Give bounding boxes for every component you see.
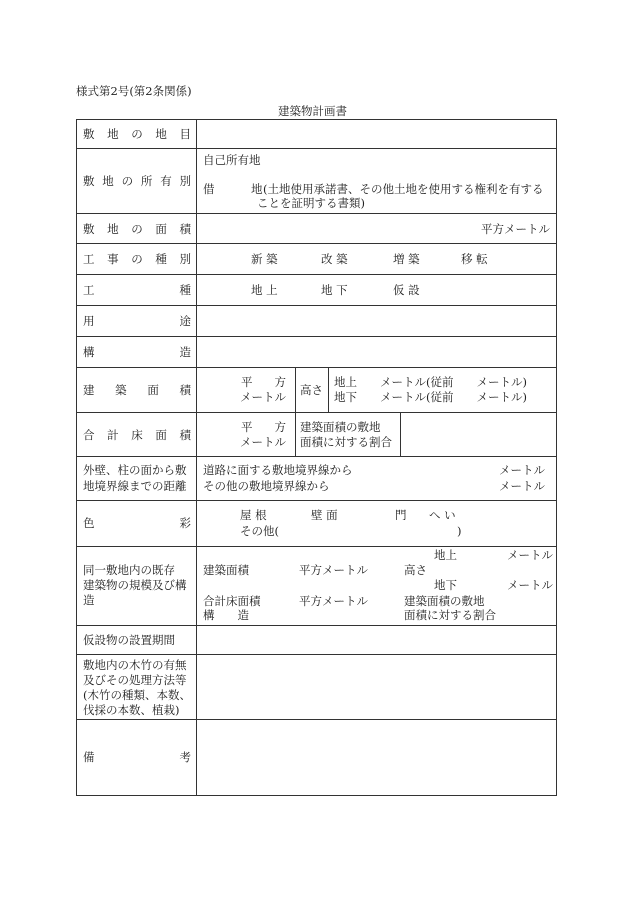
label-char: の [121,174,134,188]
label-char: 面 [155,222,167,236]
label-char: 地 [102,174,114,188]
row-line [77,336,557,337]
work-type-rebuild[interactable]: 改 築 [321,252,348,266]
label-char: 合 [83,428,95,442]
label-char: 平 [241,420,253,434]
label-char: 目 [179,127,191,141]
row-line [77,654,557,655]
label-char: 種 [179,283,191,297]
row-line [77,456,557,457]
label-building-area [83,383,191,397]
label-temp-period: 仮設物の設置期間 [83,633,175,647]
work-kind-above[interactable]: 地 上 [251,283,278,297]
label-char: 彩 [179,516,191,530]
label-char: の [131,222,143,236]
label-char: 事 [107,252,119,266]
lease-note-1: (土地使用承諾書、その他土地を使用する権利を有する [263,182,544,196]
label-trees-1: 敷地内の木竹の有無 [83,658,187,672]
ratio-line-2: 面積に対する割合 [300,435,392,449]
existing-above: 地上 [434,548,457,562]
label-land-category [83,127,191,141]
existing-total-floor-unit: 平方メートル [299,594,368,608]
label-char: 地 [107,222,119,236]
label-char: 途 [179,314,191,328]
label-char: 所 [140,174,153,188]
color-gate: 門 [395,508,407,522]
label-existing-1: 同一敷地内の既存 [83,563,175,577]
label-trees-3: (木竹の種類、本数、 [83,688,191,702]
label-char: 建 [83,383,95,397]
remarks-field[interactable] [197,720,555,794]
label-work-type [83,252,191,266]
row-line [77,412,557,413]
land-category-field[interactable] [197,121,555,147]
label-remarks [83,750,191,764]
height-below-line: 地下 メートル(従前 メートル) [334,390,527,404]
label-char: 造 [179,345,191,359]
lease-prefix[interactable]: 借 [203,182,215,196]
label-char: 地 [155,127,167,141]
floor-area-unit-bottom: メートル [240,435,286,449]
label-char: 用 [83,314,95,328]
label-char: 別 [179,174,191,188]
label-char: 工 [83,283,95,297]
plan-table [76,119,557,796]
label-char: 方 [274,420,286,434]
label-char: 地 [107,127,119,141]
label-char: 面 [155,428,167,442]
existing-below: 地下 [434,578,457,592]
label-land-ownership [83,174,191,188]
label-char: 敷 [83,174,95,188]
row-line [77,274,557,275]
row-line [77,305,557,306]
color-fence: へ い [429,508,456,522]
building-area-unit-top [241,375,286,389]
label-land-area [83,222,191,236]
work-type-extend[interactable]: 増 築 [393,252,420,266]
work-type-relocate[interactable]: 移 転 [461,252,488,266]
height-label: 高さ [300,383,323,397]
label-char: 備 [83,750,95,764]
floor-area-unit-top [241,420,286,434]
work-kind-below[interactable]: 地 下 [321,283,348,297]
label-char: 敷 [83,127,95,141]
row-line [77,546,557,547]
building-area-unit-bottom: メートル [240,390,286,404]
existing-building-area: 建築面積 [203,563,249,577]
label-char: 積 [179,383,191,397]
form-title: 建築物計画書 [278,104,347,118]
label-existing-2: 建築物の規模及び構 [83,578,187,592]
inner-divider [400,412,401,456]
label-char: 別 [179,252,191,266]
label-char: 有 [160,174,172,188]
existing-below-unit: メートル [507,578,553,592]
label-char: 考 [179,750,191,764]
label-usage [83,314,191,328]
color-wall: 壁 面 [311,508,338,522]
existing-ratio-2: 面積に対する割合 [404,608,496,622]
label-char: の [131,127,143,141]
setback-other-unit: メートル [499,479,545,493]
row-line [77,367,557,368]
label-char: 敷 [83,222,95,236]
label-color [83,516,191,530]
lease-note-2: ことを証明する書類) [257,196,365,210]
label-existing-3: 造 [83,593,95,607]
setback-other-line: その他の敷地境界線から [203,479,330,493]
form-number: 様式第2号(第2条関係) [76,84,192,98]
label-char: 床 [131,428,143,442]
own-land-option[interactable]: 自己所有地 [203,153,261,167]
row-line [77,213,557,214]
label-char: 築 [115,383,127,397]
label-structure [83,345,191,359]
lease-suffix[interactable]: 地 [251,182,263,196]
setback-road-unit: メートル [499,463,545,477]
row-line [77,243,557,244]
label-char: 面 [147,383,159,397]
label-char: 構 [83,345,95,359]
color-roof: 屋 根 [240,508,267,522]
row-line [77,625,557,626]
existing-height: 高さ [404,563,427,577]
label-total-floor-area [83,428,191,442]
label-char: 種 [155,252,167,266]
color-other-open: その他( [240,524,279,538]
label-char: 積 [179,428,191,442]
ratio-line-1: 建築面積の敷地 [300,420,381,434]
label-trees-2: 及びその処理方法等 [83,673,187,687]
land-area-unit: 平方メートル [481,222,550,236]
row-line [77,500,557,501]
label-char: 積 [179,222,191,236]
setback-road-line: 道路に面する敷地境界線から [203,463,353,477]
row-line [77,148,557,149]
label-char: 計 [107,428,119,442]
label-char: 方 [274,375,286,389]
label-char: の [131,252,143,266]
existing-structure: 構 造 [203,608,249,622]
existing-building-area-unit: 平方メートル [299,563,368,577]
color-other-close: ) [457,524,462,538]
inner-divider [328,367,329,412]
label-work-kind [83,283,191,297]
label-char: 平 [241,375,253,389]
label-char: 色 [83,516,95,530]
label-setback-2: 地境界線までの距離 [83,479,187,493]
label-setback-1: 外壁、柱の面から敷 [83,463,187,477]
existing-above-unit: メートル [507,548,553,562]
height-above-line: 地上 メートル(従前 メートル) [334,375,527,389]
column-divider [196,120,197,796]
work-kind-temporary[interactable]: 仮 設 [393,283,420,297]
inner-divider [295,367,296,456]
work-type-new[interactable]: 新 築 [251,252,278,266]
label-trees-4: 伐採の本数、植栽) [83,703,180,717]
existing-ratio-1: 建築面積の敷地 [404,594,485,608]
label-char: 工 [83,252,95,266]
existing-total-floor: 合計床面積 [203,594,261,608]
